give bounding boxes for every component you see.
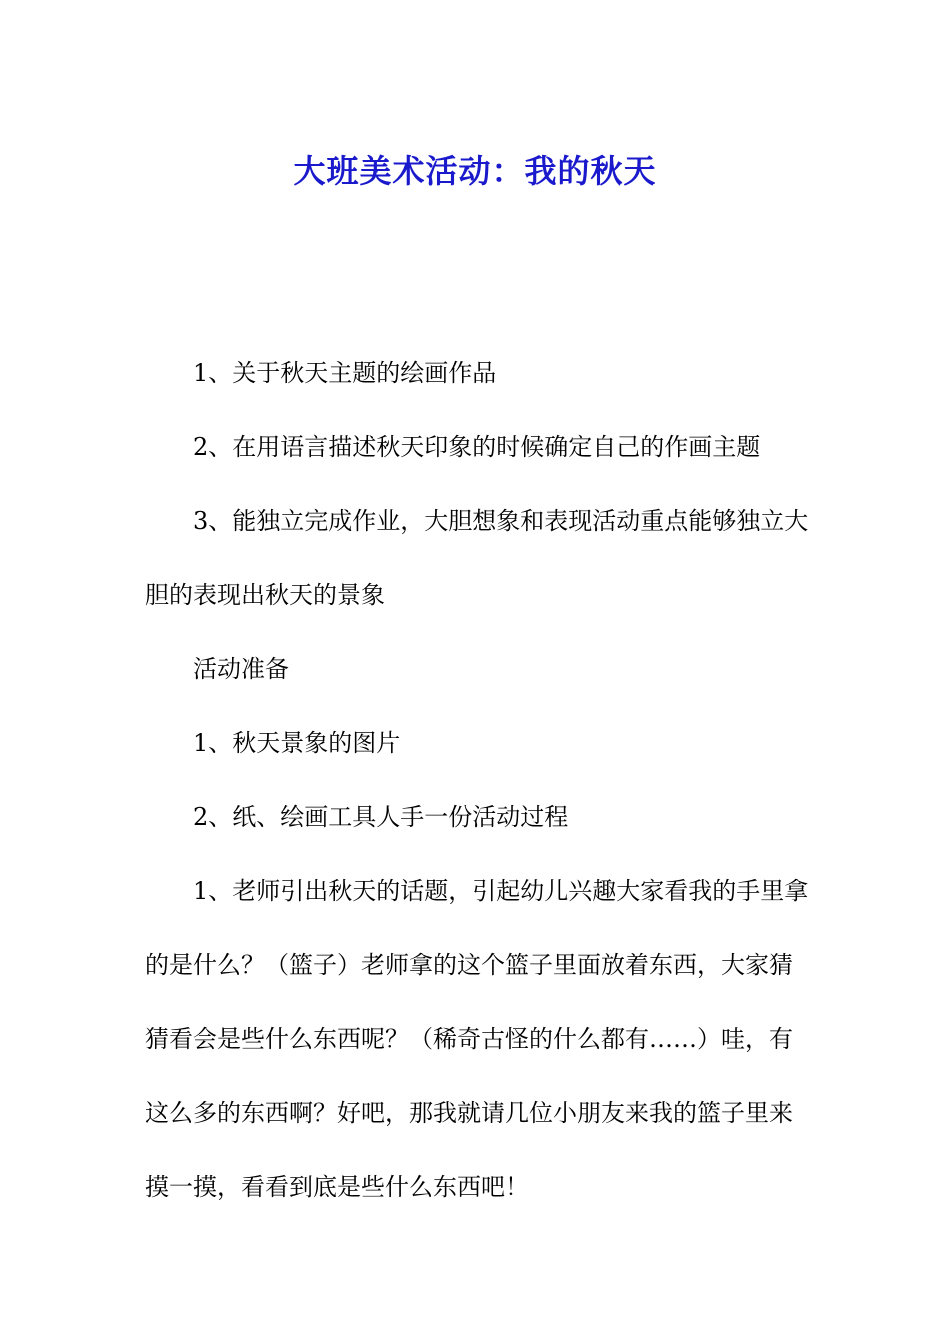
paragraph-preparation-2: 2、纸、绘画工具人手一份活动过程 [193,803,569,831]
paragraph-objective-3: 3、能独立完成作业，大胆想象和表现活动重点能够独立大胆的表现出秋天的景象 [145,507,809,609]
paragraph-objective-1: 1、关于秋天主题的绘画作品 [193,359,497,387]
section-heading-preparation: 活动准备 [193,655,289,683]
paragraph-objective-2: 2、在用语言描述秋天印象的时候确定自己的作画主题 [193,433,761,461]
document-title: 大班美术活动：我的秋天 [293,152,657,191]
document-body [145,336,810,1224]
paragraph-preparation-1: 1、秋天景象的图片 [193,729,401,757]
paragraph-process-1: 1、老师引出秋天的话题，引起幼儿兴趣大家看我的手里拿的是什么？（篮子）老师拿的这个篮子里面放着东西，大家猜猜看会是些什么东西呢？（稀奇古怪的什么都有……）哇，有这么多的东西啊？好吧，那我就请几位小朋友来我的篮子里来摸一摸，看看到底是些什么东西吧！ [145,877,809,1201]
